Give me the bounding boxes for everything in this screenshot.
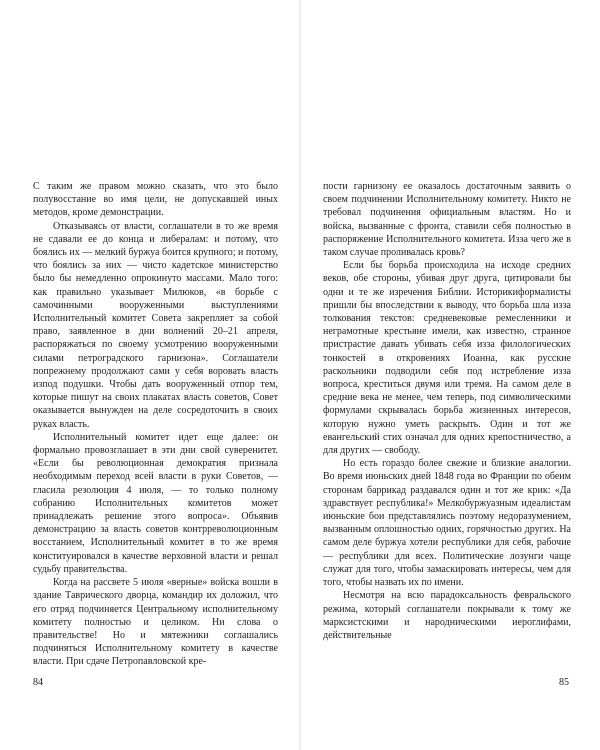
right-page (323, 180, 571, 642)
left-page (33, 180, 278, 669)
paragraph: Но есть гораздо более свежие и близкие аналогии. Во время июньских дней 1848 года во Франции по обеим сторонам баррикад раздавался один и тот же крик: «Да здравствует республика!» Мелкобуржуазным идеалистам июньские бои представлялись поэтому недоразумением, вызванным оплошностью одних, горячностью других. На самом деле буржуа хотели республики для себя, рабочие — республики для всех. Политические лозунги чаще служат для того, чтобы замаскировать интересы, чем для того, чтобы назвать их по имени. (323, 458, 571, 589)
paragraph: Несмотря на всю парадоксальность февральского режима, который соглашатели покрывали к тому же марксистскими и народническими иероглифами, действительные (323, 590, 571, 641)
page-number-left: 84 (33, 677, 43, 688)
paragraph: Исполнительный комитет идет еще далее: он формально провозглашает в эти дни свой суверенитет. «Если бы революционная демократия признала необходимым переход всей власти в руки Советов, — гласила резолюция 4 июля, — то только полному собранию Исполнительных комитетов может принадлежать решение этого вопроса». Объявив демонстрацию за власть советов контрреволюционным восстанием, Исполнительный комитет в то же время конституировался в качестве верховной власти и решал судьбу правительства. (33, 431, 278, 575)
page-number-right: 85 (559, 677, 569, 688)
paragraph: Отказываясь от власти, соглашатели в то же время не сдавали ее до конца и либералам: и потому, что боялись их — мелкий буржуа боится крупного; и потому, что боялись за них — чисто кадетское министерство было бы немедленно опрокинуто массами. Мало того: как правильно указывает Милюков, «в борьбе с самочинными вооруженными выступлениями Исполнительный комитет Совета закрепляет за собой право, заявленное в дни волнений 20–21 апреля, распоряжаться по своему усмотрению вооруженными силами петроградского гарнизона». Соглашатели попрежнему продолжают сами у себя воровать власть изпод подушки. Чтобы дать вооруженный отпор тем, которые пишут на своих плакатах власть советов, Совет оказывается вынужден на деле сосредоточить в своих руках власть. (33, 220, 278, 430)
paragraph: Когда на рассвете 5 июля «верные» войска вошли в здание Таврического дворца, командир их доложил, что его отряд подчиняется Центральному исполнительному комитету полностью и целиком. Ни слова о правительстве! Но и мятежники соглашались подчиняться Исполнительному комитету в качестве власти. При сдаче Петропавловской кре- (33, 577, 278, 668)
paragraph: Если бы борьба происходила на исходе средних веков, обе стороны, убивая друг друга, цитировали бы одни и те же изречения Библии. Историкиформалисты пришли бы впоследствии к выводу, что борьба шла изза толкования текстов: средневековые ремесленники и неграмотные крестьяне имели, как известно, странное пристрастие давать убивать себя изза филологических тонкостей в откровениях Иоанна, как русские раскольники подводили себя под истребление изза вопроса, креститься двумя или тремя. На самом деле в средние века не менее, чем теперь, под символическими формулами скрывалась борьба жизненных интересов, которую нужно уметь раскрыть. Один и тот же евангельский стих означал для одних крепостничество, а для других — свободу. (323, 260, 571, 457)
paragraph: С таким же правом можно сказать, что это было полувосстание во имя цели, не допускавшей иных методов, кроме демонстрации. (33, 181, 278, 219)
paragraph: пости гарнизону ее оказалось достаточным заявить о своем подчинении Исполнительному комитету. Никто не требовал подчинения официальным властям. Но и войска, вызванные с фронта, ставили себя полностью в распоряжение Исполнительного комитета. Изза чего же в таком случае проливалась кровь? (323, 181, 571, 259)
book-gutter (299, 0, 301, 750)
